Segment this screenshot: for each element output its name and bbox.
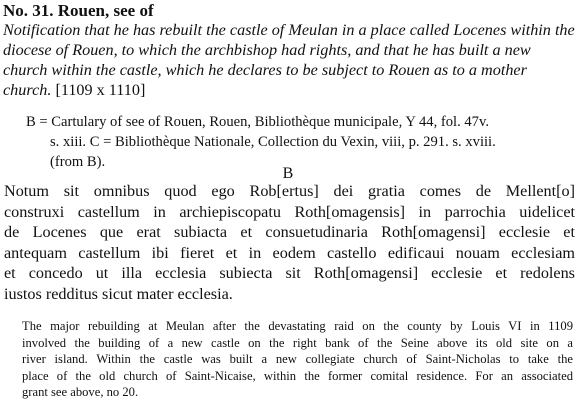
latin-line: antequam castellum ibi fieret et in eodem castello edificaui nouam ecclesiam — [4, 243, 575, 262]
note-line: The major rebuilding at Meulan after the devastating raid on the county by Louis VI in 1109 — [22, 319, 573, 333]
manuscript-line: B = Cartulary of see of Rouen, Rouen, Bibliothèque municipale, Y 44, fol. 47v. — [26, 114, 489, 130]
note-line: river island. Within the castle was built a new collegiate church of Saint-Nicholas to take the — [22, 352, 573, 366]
charter-summary — [3, 20, 575, 100]
manuscript-sources — [26, 112, 574, 172]
version-label: B — [282, 165, 294, 182]
note-line: place of the old church of Saint-Nicaise, within the former comital residence. For an associated — [22, 368, 573, 383]
note-line: grant see above, no 20. — [22, 385, 139, 399]
latin-charter-text — [4, 181, 575, 305]
latin-line: iustos redditus sicut mater ecclesia. — [4, 284, 233, 303]
charter-date: [1109 x 1110] — [55, 81, 146, 99]
editorial-note — [22, 318, 573, 401]
latin-line: Notum sit omnibus quod ego Rob[ertus] dei gratia comes de Mellent[o] — [4, 182, 575, 200]
latin-line: de Locenes que erat subiacta et consuetudinaria Roth[omagensi] ecclesie et — [4, 223, 575, 242]
manuscript-line: s. xiii. C = Bibliothèque Nationale, Collection du Vexin, viii, p. 291. s. xviii. — [50, 134, 496, 150]
manuscript-line: (from B). — [50, 154, 106, 170]
note-line: involved the building of a new castle on the right bank of the Seine above its old site on a — [22, 335, 573, 350]
latin-line: construxi castellum in archiepiscopatu Roth[omagensis] in parrochia uidelicet — [4, 202, 575, 221]
charter-heading: No. 31. Rouen, see of — [3, 1, 154, 20]
summary-text: Notification that he has rebuilt the castle of Meulan in a place called Locenes within the diocese of Rouen, to which the archbishop had rights, and that he has built a new church within the castle, which he declares to be subject to Rouen as to a mother church. — [3, 21, 575, 99]
latin-line: et concedo ut illa ecclesia subiecta sit Roth[omagensi] ecclesie et redolens — [4, 264, 575, 283]
